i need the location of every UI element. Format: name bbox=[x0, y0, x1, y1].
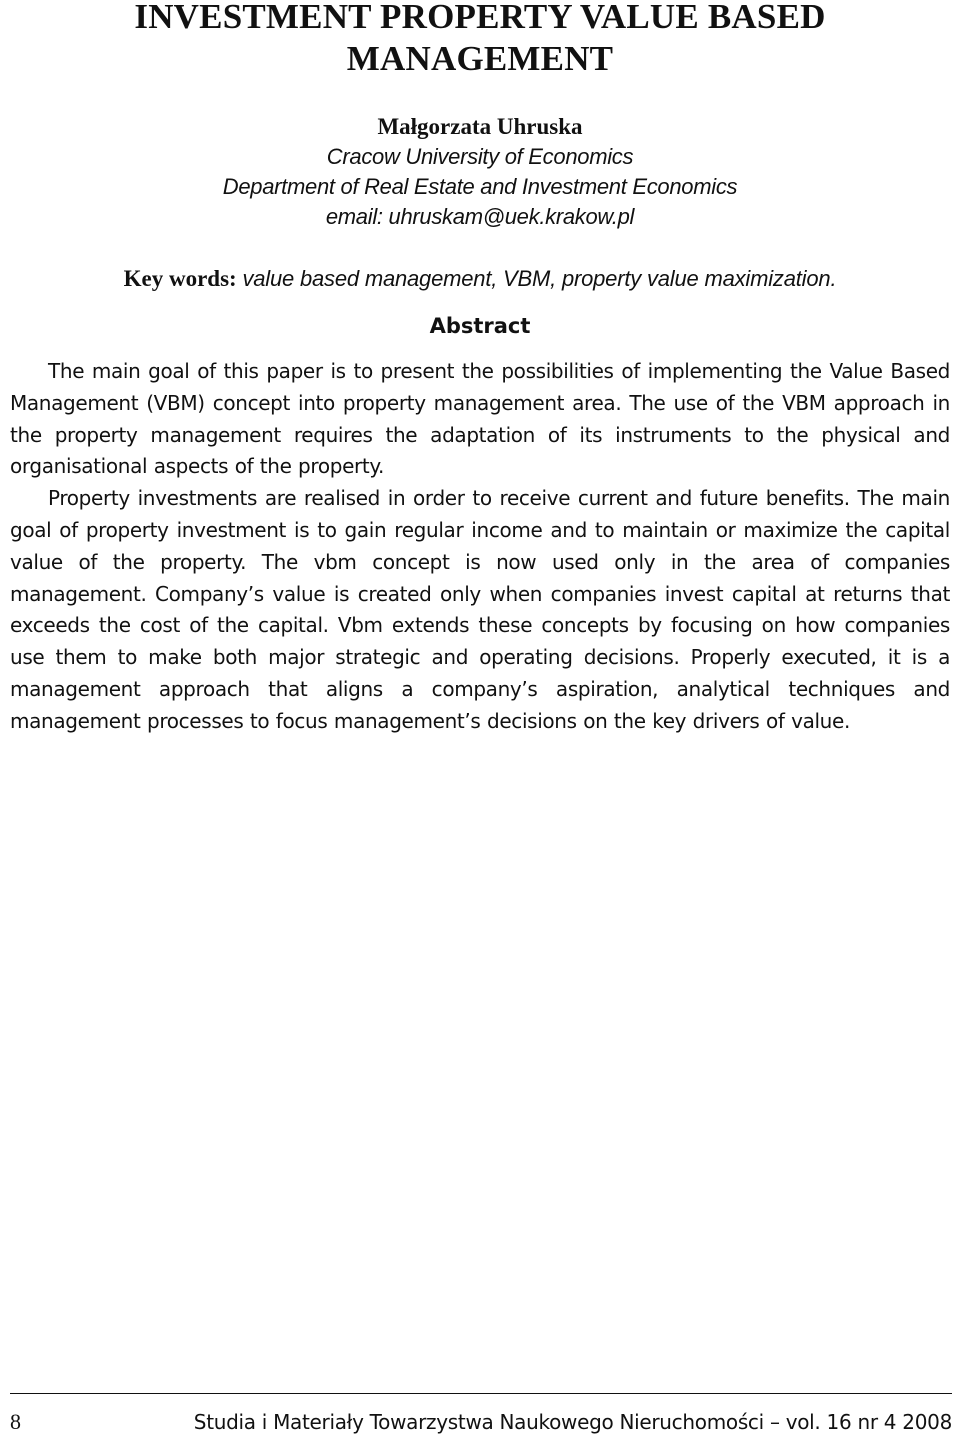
author-block bbox=[0, 112, 960, 232]
keywords-text: value based management, VBM, property value maximization. bbox=[242, 266, 837, 291]
abstract-body bbox=[10, 356, 950, 738]
author-university: Cracow University of Economics bbox=[326, 144, 634, 169]
keywords-line bbox=[0, 264, 960, 294]
abstract-heading: Abstract bbox=[429, 314, 531, 338]
keywords-label: Key words: bbox=[123, 266, 237, 291]
author-name: Małgorzata Uhruska bbox=[377, 114, 583, 139]
abstract-paragraph: Property investments are realised in order to receive current and future benefits. The main goal of property investment is to gain regular income and to maintain or maximize the capital value of the property. The vbm concept is now used only in the area of companies management. Company’s value is created only when companies invest capital at returns that exceeds the cost of the capital. Vbm extends these concepts by focusing on how companies use them to make both major strategic and operating decisions. Properly executed, it is a management approach that aligns a company’s aspiration, analytical techniques and management processes to focus management’s decisions on the key drivers of value. bbox=[10, 486, 950, 733]
journal-citation: Studia i Materiały Towarzystwa Naukowego Nieruchomości – vol. 16 nr 4 2008 bbox=[193, 1410, 952, 1434]
author-email: email: uhruskam@uek.krakow.pl bbox=[325, 204, 635, 229]
footer-divider bbox=[10, 1393, 952, 1394]
paper-title: INVESTMENT PROPERTY VALUE BASED MANAGEMENT bbox=[134, 0, 826, 78]
author-department: Department of Real Estate and Investment Economics bbox=[222, 174, 738, 199]
abstract-paragraph: The main goal of this paper is to present the possibilities of implementing the Value Based Management (VBM) concept into property management area. The use of the VBM approach in the property management requires the adaptation of its instruments to the physical and organisational aspects of the property. bbox=[10, 359, 950, 479]
page-number: 8 bbox=[10, 1409, 21, 1434]
